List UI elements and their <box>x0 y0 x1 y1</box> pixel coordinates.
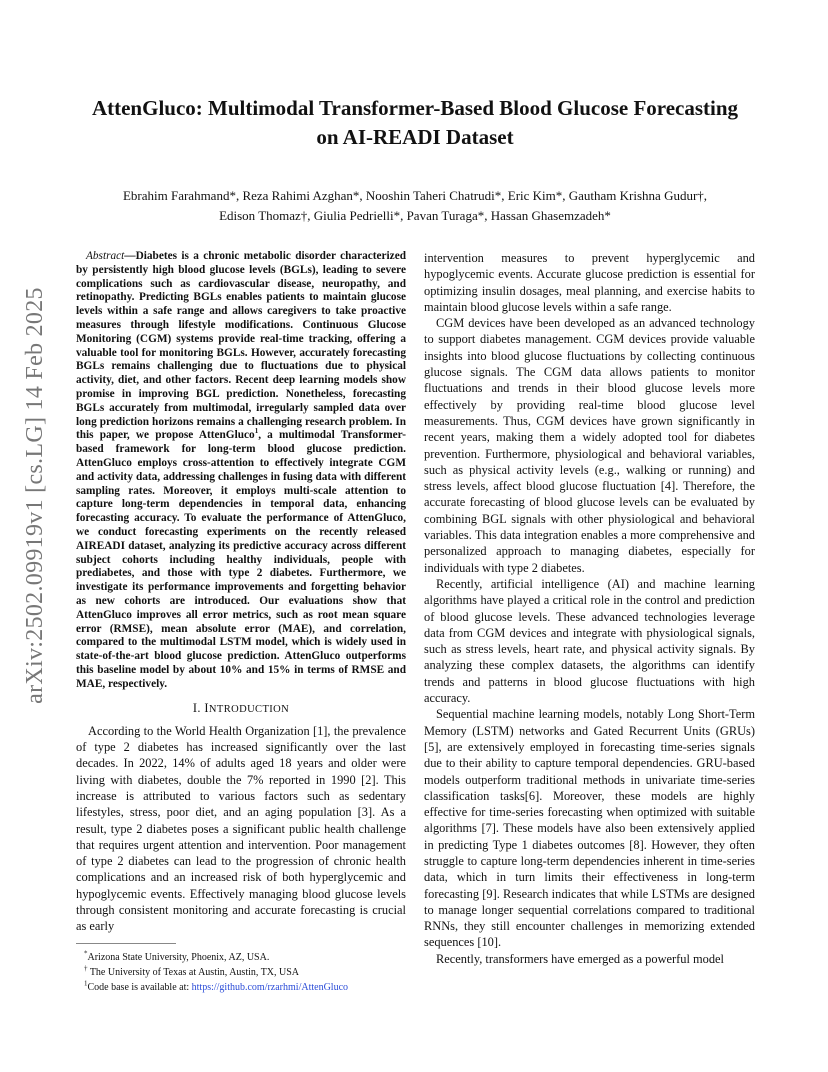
title-line-2: on AI-READI Dataset <box>316 125 514 149</box>
footnote-affiliation-asu <box>76 950 406 965</box>
footnote-mark-1-bottom: 1 <box>84 979 88 988</box>
abstract-text-2: , a multimodal Transformer-based framework for long-term blood glucose prediction. AttenGluco employs cross-attention to effectively integrate CGM and activity data, addressing challenges in fusing data with different sampling rates. Moreover, it employs multi-scale attention to capture long-term dependencies in temporal data, enhancing forecasting accuracy. To evaluate the performance of AttenGluco, we conduct forecasting experiments on the recently released AIREADI dataset, analyzing its predictive accuracy across different subject cohorts including healthy individuals, people with prediabetes, and those with type 2 diabetes. Furthermore, we investigate its performance improvements and forgetting behavior as new cohorts are introduced. Our evaluations show that AttenGluco improves all error metrics, such as root mean square error (RMSE), mean absolute error (MAE), and correlation, compared to the multimodal LSTM model, which is widely used in state-of-the-art blood glucose prediction. AttenGluco outperforms this baseline model by about 10% and 15% in terms of RMSE and MAE, respectively. <box>76 429 406 690</box>
authors-line-2: Edison Thomaz†, Giulia Pedrielli*, Pavan Turaga*, Hassan Ghasemzadeh* <box>219 208 611 223</box>
footnote-mark-star: * <box>84 949 88 958</box>
intro-paragraph-1: According to the World Health Organization [1], the prevalence of type 2 diabetes has increased significantly over the last decades. In 2022, 14% of adults aged 18 years and older were living with diabetes, double the 7% reported in 1990 [2]. This increase is attributed to various factors such as sedentary lifestyles, stress, poor diet, and an aging population [3]. As a result, type 2 diabetes poses a significant public health challenge that requires urgent attention and intervention. Poor management of type 2 diabetes can lead to the progression of chronic health complications and an increased risk of both hyperglycemic and hypoglycemic events. Effectively managing blood glucose levels through consistent monitoring and accurate forecasting is crucial as early <box>76 723 406 934</box>
title-line-1: AttenGluco: Multimodal Transformer-Based Blood Glucose Forecasting <box>91 96 739 120</box>
footnote-rule <box>76 943 176 944</box>
intro-paragraph-3: CGM devices have been developed as an advanced technology to support diabetes management. CGM devices provide valuable insights into blood glucose fluctuations by collecting continuous glucose signals. The CGM data allows patients to monitor fluctuations and trends in their blood glucose levels more effectively by providing real-time blood glucose level measurements. Thus, CGM devices have grown significantly in recent years, making them a widely adopted tool for diabetes prevention. Furthermore, physiological and behavioral variables, such as physical activity levels (e.g., walking or running) and stress levels, affect blood glucose fluctuation [4]. Therefore, the accurate forecasting of blood glucose levels can be evaluated by combining BGL signals with other physiological and behavioral variables. This data integration enables a more comprehensive and personalized approach to managing diabetes, especially for individuals with type 2 diabetes. <box>424 316 755 575</box>
intro-paragraph-2: intervention measures to prevent hyperglycemic and hypoglycemic events. Accurate glucose prediction is essential for optimizing insulin dosages, meal planning, and exercise habits to maintain blood glucose levels within a safe range. <box>424 251 755 314</box>
footnote-code <box>76 980 406 995</box>
intro-paragraph-4: Recently, artificial intelligence (AI) and machine learning algorithms have played a critical role in the control and prediction of blood glucose levels. These advanced technologies leverage data from CGM devices and integrate with physiological signals, such as stress levels, heart rate, and physical activity signals. By analyzing these complex datasets, the algorithms can identify trends and patterns in blood glucose fluctuations with high accuracy. <box>424 576 755 706</box>
paper-title <box>70 94 760 152</box>
section-title-rest: NTRODUCTION <box>208 703 290 715</box>
section-first-letter: I <box>204 700 209 715</box>
left-column <box>76 250 406 935</box>
section-heading-introduction <box>76 700 406 718</box>
footnote-mark-1[interactable]: 1 <box>254 427 259 436</box>
intro-paragraph-5: Sequential machine learning models, notably Long Short-Term Memory (LSTM) networks and Gated Recurrent Units (GRUs) [5], are extensively employed in forecasting time-series signals due to their ability to capture temporal dependencies. GRU-based models outperform traditional methods in univariate time-series classification tasks[6]. Moreover, these models are highly effective for time-series forecasting when optimized with suitable algorithms [7]. These models have also been extensively applied in predicting Type 1 diabetes outcomes [8]. However, they often struggle to capture long-term dependencies inherent in time-series data, which in turn limits their effectiveness in long-term forecasting [9]. Research indicates that while LSTMs are designed to manage longer sequential correlations compared to traditional RNNs, they still encounter challenges in memorizing extended sequences [10]. <box>424 707 755 950</box>
footnote-text-ut: The University of Texas at Austin, Austin, TX, USA <box>89 967 300 978</box>
authors-line-1: Ebrahim Farahmand*, Reza Rahimi Azghan*, Nooshin Taheri Chatrudi*, Eric Kim*, Gautham Krishna Gudur†, <box>122 188 708 203</box>
footnote-mark-dagger: † <box>84 964 88 973</box>
footnote-text-code: Code base is available at: <box>87 982 192 993</box>
abstract-text-1: Diabetes is a chronic metabolic disorder characterized by persistently high blood glucose levels (BGLs), leading to severe complications such as cardiovascular disease, neuropathy, and retinopathy. Predicting BGLs enables patients to maintain glucose levels within a safe range and allows caregivers to take proactive measures through lifestyle modifications. Continuous Glucose Monitoring (CGM) systems provide real-time tracking, offering a valuable tool for monitoring BGLs. However, accurately forecasting BGLs remains challenging due to fluctuations due to physical activity, diet, and other factors. Recent deep learning models show promise in improving BGL prediction. Nonetheless, forecasting BGLs accurately from multimodal, irregularly sampled data over long prediction horizons remains a challenging research problem. In this paper, we propose AttenGluco <box>76 250 406 442</box>
arxiv-identifier-text: arXiv:2502.09919v1 [cs.LG] 14 Feb 2025 <box>21 286 48 704</box>
abstract <box>76 250 406 692</box>
arxiv-identifier <box>10 286 60 704</box>
footnote-affiliation-ut <box>76 965 406 980</box>
code-repository-link[interactable]: https://github.com/rzarhmi/AttenGluco <box>191 982 349 993</box>
abstract-dash: — <box>124 250 136 262</box>
author-list <box>70 186 760 226</box>
intro-paragraph-6: Recently, transformers have emerged as a powerful model <box>436 951 724 966</box>
footnote-text-asu: Arizona State University, Phoenix, AZ, USA. <box>87 952 270 963</box>
right-column <box>424 250 755 967</box>
footnotes <box>76 943 406 995</box>
section-numeral: I. <box>192 700 201 715</box>
abstract-label: Abstract <box>86 250 125 262</box>
